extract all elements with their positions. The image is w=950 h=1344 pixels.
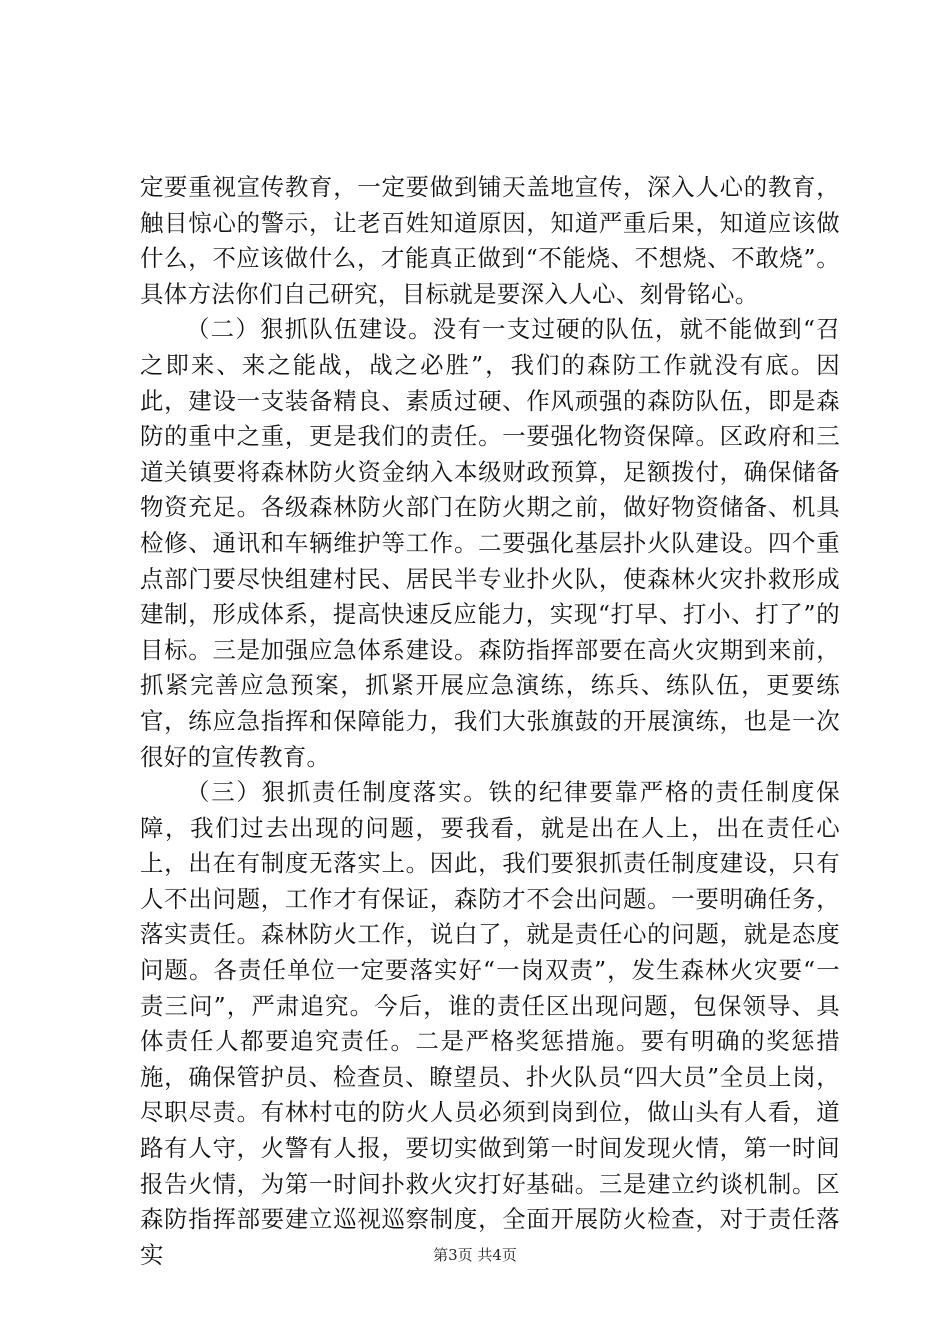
paragraph-continuation: 定要重视宣传教育，一定要做到铺天盖地宣传，深入人心的教育，触目惊心的警示，让老百姓知道原因，知道严重后果，知道应该做什么，不应该做什么，才能真正做到“不能烧、不想烧、不敢烧”。具体方法你们自己研究，目标就是要深入人心、刻骨铭心。: [140, 173, 840, 308]
paragraph-responsibility-system: （三）狠抓责任制度落实。铁的纪律要靠严格的责任制度保障，我们过去出现的问题，要我看，就是出在人上，出在责任心上，出在有制度无落实上。因此，我们要狠抓责任制度建设，只有人不出问题，工作才有保证，森防才不会出问题。一要明确任务，落实责任。森林防火工作，说白了，就是责任心的问题，就是态度问题。各责任单位一定要落实好“一岗双责”，发生森林火灾要“一责三问”，严肃追究。今后，谁的责任区出现问题，包保领导、具体责任人都要追究责任。二是严格奖惩措施。要有明确的奖惩措施，确保管护员、检查员、瞭望员、扑火队员“四大员”全员上岗，尽职尽责。有林村屯的防火人员必须到岗到位，做山头有人看，道路有人守，火警有人报，要切实做到第一时间发现火情，第一时间报告火情，为第一时间扑救火灾打好基础。三是建立约谈机制。区森防指挥部要建立巡视巡察制度，全面开展防火检查，对于责任落实: [140, 778, 840, 1269]
page-number-label: 第3页 共4页: [433, 1246, 517, 1264]
page-footer: [0, 1245, 950, 1265]
document-body: [140, 170, 840, 1273]
paragraph-team-building: （二）狠抓队伍建设。没有一支过硬的队伍，就不能做到“召之即来、来之能战，战之必胜”，我们的森防工作就没有底。因此，建设一支装备精良、素质过硬、作风顽强的森防队伍，即是森防的重中之重，更是我们的责任。一要强化物资保障。区政府和三道关镇要将森林防火资金纳入本级财政预算，足额拨付，确保储备物资充足。各级森林防火部门在防火期之前，做好物资储备、机具检修、通讯和车辆维护等工作。二要强化基层扑火队建设。四个重点部门要尽快组建村民、居民半专业扑火队，使森林火灾扑救形成建制，形成体系，提高快速反应能力，实现“打早、打小、打了”的目标。三是加强应急体系建设。森防指挥部要在高火灾期到来前，抓紧完善应急预案，抓紧开展应急演练，练兵、练队伍，更要练官，练应急指挥和保障能力，我们大张旗鼓的开展演练，也是一次很好的宣传教育。: [140, 315, 840, 771]
